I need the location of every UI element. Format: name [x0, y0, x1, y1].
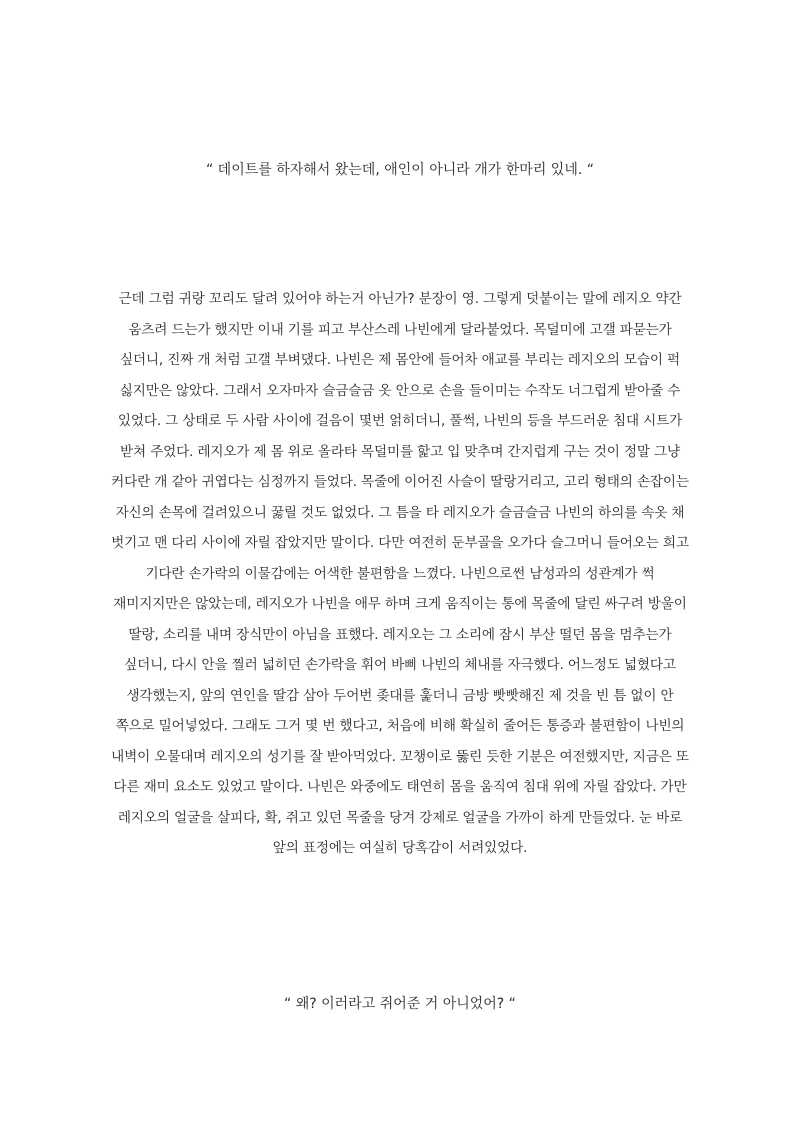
paragraph-line: 커다란 개 같아 귀엽다는 심정까지 들었다. 목줄에 이어진 사슬이 딸랑거리고, 고리 형태의 손잡이는 — [111, 474, 689, 490]
paragraph-line: 싶더니, 다시 안을 찔러 넓히던 손가락을 휘어 바삐 나빈의 체내를 자극했다. 어느정도 넓혔다고 — [124, 657, 676, 673]
paragraph-line: 딸랑, 소리를 내며 장식만이 아님을 표했다. 레지오는 그 소리에 잠시 부산 떨던 몸을 멈추는가 — [128, 626, 672, 643]
paragraph-line: 내벽이 오물대며 레지오의 성기를 잘 받아먹었다. 꼬챙이로 뚫린 듯한 기분은 여전했지만, 지금은 또 — [111, 748, 689, 765]
narrative-paragraph — [0, 289, 800, 869]
paragraph-line: 쪽으로 밀어넣었다. 그래도 그거 몇 번 했다고, 처음에 비해 확실히 줄어든 통증과 불편함이 나빈의 — [115, 718, 685, 734]
paragraph-line: 싫지만은 않았다. 그래서 오자마자 슬금슬금 옷 안으로 손을 들이미는 수작도 너그럽게 받아줄 수 — [119, 382, 681, 399]
paragraph-line: 싶더니, 진짜 개 처럼 고갤 부벼댔다. 나빈은 제 몸안에 들어차 애교를 부리는 레지오의 모습이 퍽 — [119, 352, 681, 368]
paragraph-line: 재미지지만은 않았는데, 레지오가 나빈을 애무 하며 크게 움직이는 통에 목줄에 달린 싸구려 방울이 — [113, 596, 687, 612]
paragraph-line: 받쳐 주었다. 레지오가 제 몸 위로 올라타 목덜미를 핥고 입 맞추며 간지럽게 구는 것이 정말 그냥 — [119, 443, 681, 460]
paragraph-line: 다른 재미 요소도 있었고 말이다. 나빈은 와중에도 태연히 몸을 움직여 침대 위에 자릴 잡았다. 가만 — [113, 779, 687, 795]
paragraph-line: 근데 그럼 귀랑 꼬리도 달려 있어야 하는거 아닌가? 분장이 영. 그렇게 덧붙이는 말에 레지오 약간 — [118, 291, 682, 307]
paragraph-line: 벗기고 맨 다리 사이에 자릴 잡았지만 말이다. 다만 여전히 둔부골을 오가다 슬그머니 들어오는 희고 — [111, 535, 689, 551]
paragraph-line: 기다란 손가락의 이물감에는 어색한 불편함을 느꼈다. 나빈으로썬 남성과의 성관계가 썩 — [145, 565, 655, 582]
paragraph-line: 레지오의 얼굴을 살피다, 확, 쥐고 있던 목줄을 당겨 강제로 얼굴을 가까이 하게 만들었다. 눈 바로 — [117, 809, 683, 826]
paragraph-line: 생각했는지, 앞의 연인을 딸감 삼아 두어번 좆대를 훑더니 금방 빳빳해진 제 것을 빈 틈 없이 안 — [126, 687, 674, 704]
closing-dialogue-quote: “ 왜? 이러라고 쥐어준 거 아니었어? “ — [284, 996, 516, 1012]
paragraph-line: 앞의 표정에는 여실히 당혹감이 서려있었다. — [272, 840, 528, 856]
paragraph-line: 있었다. 그 상태로 두 사람 사이에 걸음이 몇번 얽히더니, 풀썩, 나빈의 등을 부드러운 침대 시트가 — [117, 413, 683, 429]
opening-dialogue-quote: “ 데이트를 하자해서 왔는데, 애인이 아니라 개가 한마리 있네. “ — [205, 162, 595, 178]
paragraph-line: 자신의 손목에 걸려있으니 꿇릴 것도 없었다. 그 틈을 타 레지오가 슬금슬금 나빈의 하의를 속옷 채 — [115, 504, 685, 521]
paragraph-line: 움츠려 드는가 했지만 이내 기를 피고 부산스레 나빈에게 달라붙었다. 목덜미에 고갤 파묻는가 — [128, 321, 672, 338]
